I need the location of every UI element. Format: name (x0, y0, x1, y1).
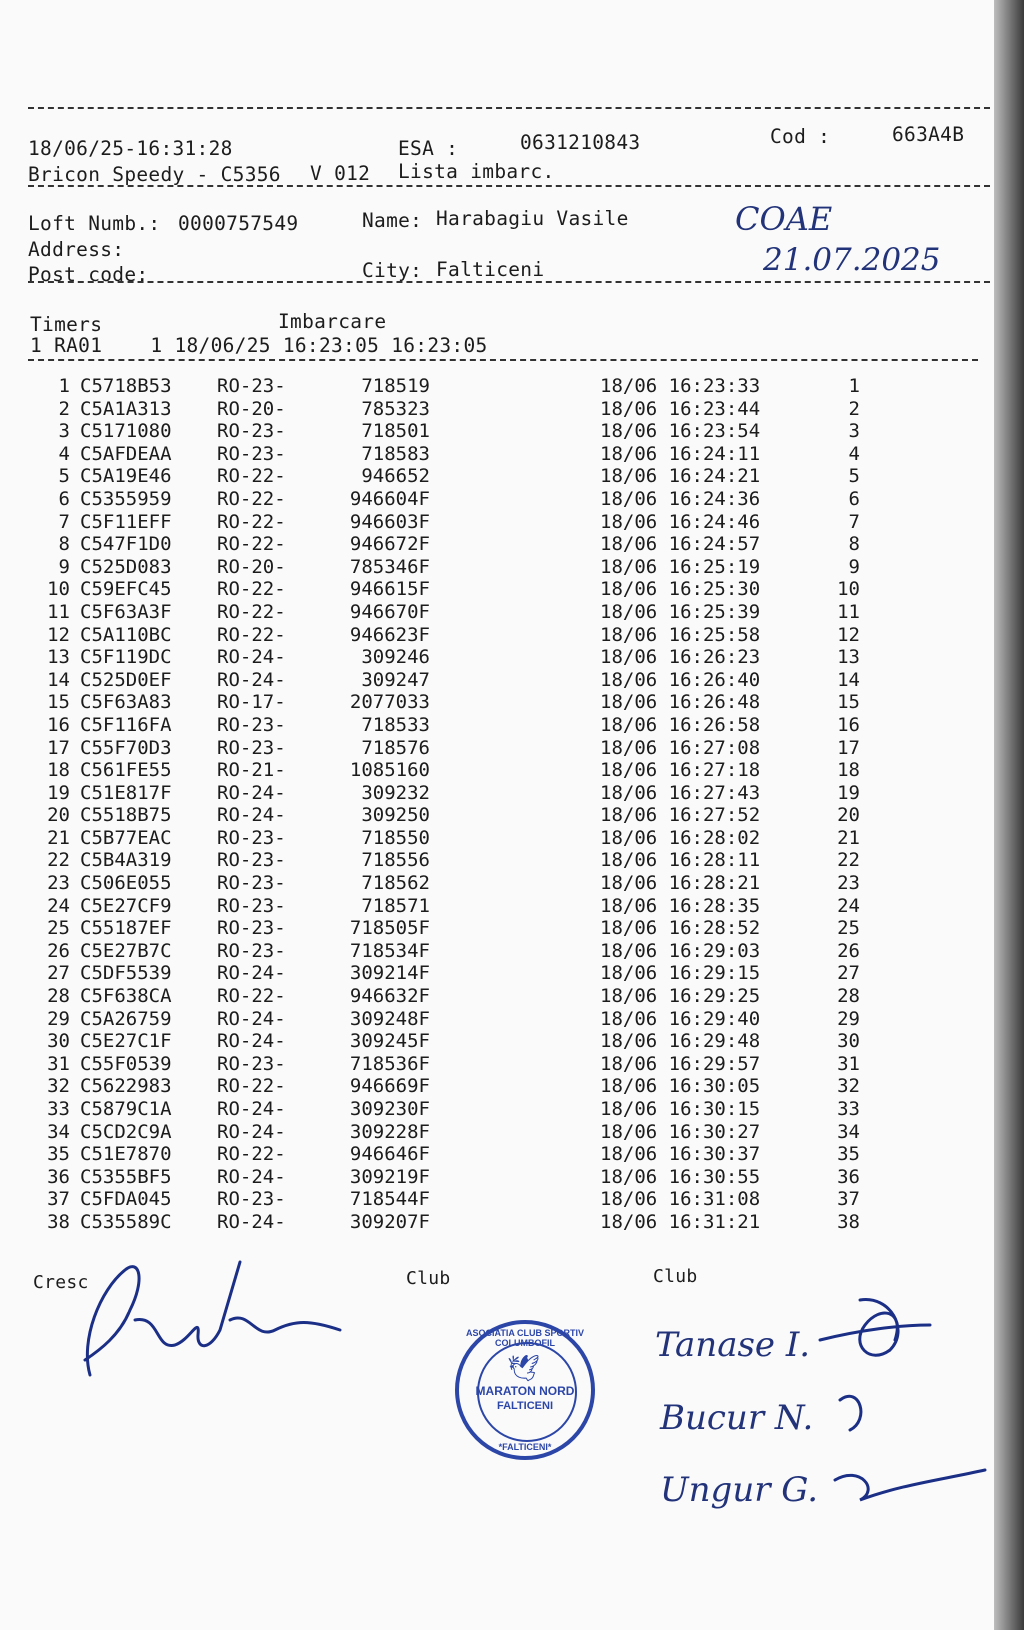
device-version: V 012 (310, 162, 371, 185)
ring-number: 2077033 (349, 691, 430, 714)
chip-code: C5F638CA (80, 985, 172, 1008)
dove-icon: 🕊 (507, 1354, 541, 1384)
ring-prefix: RO-22- (217, 600, 286, 623)
arrival-position: 30 (837, 1030, 860, 1053)
imbarcare-label: Imbarcare (278, 310, 387, 333)
chip-code: C5F116FA (80, 713, 172, 736)
ring-number: 785346F (349, 555, 430, 578)
arrival-time: 18/06 16:29:25 (600, 985, 761, 1008)
arrival-position: 14 (837, 668, 860, 691)
ring-prefix: RO-23- (217, 939, 286, 962)
row-index: 21 (47, 826, 70, 849)
row-index: 8 (58, 533, 70, 556)
club-signer-2: Bucur N. (660, 1398, 814, 1438)
esa-value: 0631210843 (520, 131, 641, 154)
club-label: Club (406, 1268, 451, 1289)
ring-number: 718533 (361, 713, 430, 736)
ring-number: 309232 (361, 781, 430, 804)
arrival-position: 38 (837, 1210, 860, 1233)
ring-prefix: RO-20- (217, 555, 286, 578)
arrival-position: 13 (837, 646, 860, 669)
arrival-time: 18/06 16:26:58 (600, 713, 761, 736)
arrival-position: 10 (837, 578, 860, 601)
arrival-time: 18/06 16:28:21 (600, 872, 761, 895)
ring-prefix: RO-24- (217, 1007, 286, 1030)
arrival-position: 36 (837, 1165, 860, 1188)
scan-edge-shadow (994, 0, 1024, 1630)
chip-code: C5A19E46 (80, 465, 172, 488)
row-index: 38 (47, 1210, 70, 1233)
ring-number: 718583 (361, 442, 430, 465)
arrival-time: 18/06 16:26:23 (600, 646, 761, 669)
dashed-rule (28, 359, 978, 361)
arrival-position: 28 (837, 985, 860, 1008)
ring-number: 718562 (361, 872, 430, 895)
ring-number: 718571 (361, 894, 430, 917)
row-index: 34 (47, 1120, 70, 1143)
arrival-time: 18/06 16:26:48 (600, 691, 761, 714)
loft-label: Loft Numb.: (28, 212, 161, 235)
arrival-time: 18/06 16:24:36 (600, 487, 761, 510)
chip-code: C5A1A313 (80, 397, 172, 420)
chip-code: C5A110BC (80, 623, 172, 646)
chip-code: C5E27CF9 (80, 894, 172, 917)
arrival-position: 3 (848, 420, 860, 443)
dashed-rule (28, 107, 990, 109)
row-index: 2 (58, 397, 70, 420)
address-label: Address: (28, 238, 125, 261)
ring-number: 718550 (361, 826, 430, 849)
row-index: 31 (47, 1052, 70, 1075)
ring-number: 785323 (361, 397, 430, 420)
chip-code: C55F70D3 (80, 736, 172, 759)
ring-prefix: RO-23- (217, 442, 286, 465)
chip-code: C51E7870 (80, 1143, 172, 1166)
esa-label: ESA : (398, 137, 459, 160)
row-index: 10 (47, 578, 70, 601)
ring-prefix: RO-22- (217, 1143, 286, 1166)
ring-prefix: RO-23- (217, 849, 286, 872)
arrival-time: 18/06 16:23:33 (600, 375, 761, 397)
row-index: 7 (58, 510, 70, 533)
name-value: Harabagiu Vasile (436, 207, 629, 230)
chip-code: C59EFC45 (80, 578, 172, 601)
stamp-bottom-text: *FALTICENI* (498, 1442, 552, 1452)
arrival-position: 5 (848, 465, 860, 488)
dashed-rule (28, 185, 990, 187)
club-stamp (455, 1320, 595, 1460)
ring-number: 309214F (349, 962, 430, 985)
arrival-position: 20 (837, 804, 860, 827)
ring-number: 946623F (349, 623, 430, 646)
arrival-time: 18/06 16:30:27 (600, 1120, 761, 1143)
row-index: 25 (47, 917, 70, 940)
ring-prefix: RO-23- (217, 1052, 286, 1075)
ring-number: 946646F (349, 1143, 430, 1166)
chip-code: C5A26759 (80, 1007, 172, 1030)
chip-code: C525D083 (80, 555, 172, 578)
dashed-rule (28, 281, 990, 283)
timer-line: 1 RA01 1 18/06/25 16:23:05 16:23:05 (30, 334, 488, 357)
chip-code: C5F63A3F (80, 600, 172, 623)
chip-code: C5355959 (80, 487, 172, 510)
chip-code: C5F119DC (80, 646, 172, 669)
arrival-time: 18/06 16:25:19 (600, 555, 761, 578)
handwritten-note: COAE (735, 200, 833, 238)
arrival-time: 18/06 16:24:57 (600, 533, 761, 556)
ring-prefix: RO-24- (217, 1210, 286, 1233)
ring-number: 309219F (349, 1165, 430, 1188)
arrival-position: 24 (837, 894, 860, 917)
arrival-position: 21 (837, 826, 860, 849)
row-index: 17 (47, 736, 70, 759)
ring-number: 309207F (349, 1210, 430, 1233)
chip-code: C5F11EFF (80, 510, 172, 533)
ring-prefix: RO-23- (217, 420, 286, 443)
chip-code: C5CD2C9A (80, 1120, 172, 1143)
ring-prefix: RO-24- (217, 646, 286, 669)
arrival-time: 18/06 16:25:39 (600, 600, 761, 623)
ring-prefix: RO-22- (217, 487, 286, 510)
chip-code: C5AFDEAA (80, 442, 172, 465)
ring-prefix: RO-23- (217, 375, 286, 397)
cod-label: Cod : (770, 125, 831, 148)
arrival-position: 29 (837, 1007, 860, 1030)
ring-number: 309245F (349, 1030, 430, 1053)
row-index: 33 (47, 1098, 70, 1120)
arrival-time: 18/06 16:30:05 (600, 1075, 761, 1098)
ring-prefix: RO-22- (217, 623, 286, 646)
ring-number: 309247 (361, 668, 430, 691)
arrival-time: 18/06 16:27:08 (600, 736, 761, 759)
chip-code: C5F63A83 (80, 691, 172, 714)
ring-number: 946672F (349, 533, 430, 556)
arrival-position: 23 (837, 872, 860, 895)
cresc-label: Cresc (33, 1272, 89, 1293)
row-index: 24 (47, 894, 70, 917)
ring-number: 718536F (349, 1052, 430, 1075)
ring-prefix: RO-24- (217, 962, 286, 985)
ring-prefix: RO-22- (217, 465, 286, 488)
row-index: 32 (47, 1075, 70, 1098)
ring-number: 946632F (349, 985, 430, 1008)
arrival-position: 32 (837, 1075, 860, 1098)
ring-prefix: RO-22- (217, 985, 286, 1008)
device-name: Bricon Speedy - C5356 (28, 163, 281, 186)
arrival-time: 18/06 16:30:15 (600, 1098, 761, 1120)
arrival-time: 18/06 16:26:40 (600, 668, 761, 691)
row-index: 14 (47, 668, 70, 691)
arrival-position: 34 (837, 1120, 860, 1143)
ring-prefix: RO-24- (217, 1165, 286, 1188)
arrival-time: 18/06 16:25:30 (600, 578, 761, 601)
arrival-time: 18/06 16:29:57 (600, 1052, 761, 1075)
arrival-position: 22 (837, 849, 860, 872)
arrival-time: 18/06 16:28:02 (600, 826, 761, 849)
arrival-time: 18/06 16:25:58 (600, 623, 761, 646)
ring-prefix: RO-22- (217, 1075, 286, 1098)
arrival-position: 19 (837, 781, 860, 804)
arrival-time: 18/06 16:24:46 (600, 510, 761, 533)
arrival-position: 33 (837, 1098, 860, 1120)
chip-code: C5B77EAC (80, 826, 172, 849)
stamp-ring-text: ASOCIATIA CLUB SPORTIV COLUMBOFIL (465, 1328, 584, 1348)
city-label: City: (362, 259, 423, 282)
arrival-time: 18/06 16:30:37 (600, 1143, 761, 1166)
row-index: 36 (47, 1165, 70, 1188)
ring-prefix: RO-23- (217, 1188, 286, 1211)
ring-number: 309248F (349, 1007, 430, 1030)
chip-code: C547F1D0 (80, 533, 172, 556)
row-index: 30 (47, 1030, 70, 1053)
ring-number: 946652 (361, 465, 430, 488)
chip-code: C5718B53 (80, 375, 172, 397)
ring-number: 718505F (349, 917, 430, 940)
chip-code: C51E817F (80, 781, 172, 804)
ring-number: 718519 (361, 375, 430, 397)
loft-value: 0000757549 (178, 212, 299, 235)
ring-number: 718544F (349, 1188, 430, 1211)
timers-label: Timers (30, 313, 103, 336)
chip-code: C561FE55 (80, 759, 172, 782)
arrival-time: 18/06 16:29:03 (600, 939, 761, 962)
row-index: 15 (47, 691, 70, 714)
name-label: Name: (362, 209, 423, 232)
print-datetime: 18/06/25-16:31:28 (28, 137, 233, 160)
handwritten-date: 21.07.2025 (763, 242, 941, 278)
arrival-time: 18/06 16:27:52 (600, 804, 761, 827)
ring-prefix: RO-24- (217, 1120, 286, 1143)
row-index: 26 (47, 939, 70, 962)
row-index: 13 (47, 646, 70, 669)
ring-prefix: RO-20- (217, 397, 286, 420)
ring-number: 946603F (349, 510, 430, 533)
chip-code: C5879C1A (80, 1098, 172, 1120)
ring-prefix: RO-24- (217, 781, 286, 804)
arrival-position: 16 (837, 713, 860, 736)
chip-code: C5FDA045 (80, 1188, 172, 1211)
chip-code: C5E27B7C (80, 939, 172, 962)
ring-prefix: RO-22- (217, 510, 286, 533)
row-index: 11 (47, 600, 70, 623)
row-index: 18 (47, 759, 70, 782)
ring-prefix: RO-22- (217, 533, 286, 556)
ring-prefix: RO-24- (217, 804, 286, 827)
arrival-position: 17 (837, 736, 860, 759)
ring-prefix: RO-23- (217, 872, 286, 895)
arrival-time: 18/06 16:27:43 (600, 781, 761, 804)
arrival-position: 1 (848, 375, 860, 397)
row-index: 23 (47, 872, 70, 895)
ring-number: 309228F (349, 1120, 430, 1143)
ring-prefix: RO-23- (217, 894, 286, 917)
arrival-position: 2 (848, 397, 860, 420)
row-index: 5 (58, 465, 70, 488)
ring-number: 946604F (349, 487, 430, 510)
arrival-time: 18/06 16:28:52 (600, 917, 761, 940)
stamp-club-name: MARATON NORD (475, 1384, 575, 1398)
chip-code: C55187EF (80, 917, 172, 940)
arrival-position: 18 (837, 759, 860, 782)
arrival-position: 35 (837, 1143, 860, 1166)
ring-number: 309246 (361, 646, 430, 669)
ring-number: 718556 (361, 849, 430, 872)
club-label: Club (653, 1266, 698, 1287)
ring-prefix: RO-24- (217, 668, 286, 691)
ring-prefix: RO-23- (217, 826, 286, 849)
club-signer-3: Ungur G. (660, 1470, 819, 1510)
chip-code: C5171080 (80, 420, 172, 443)
arrival-time: 18/06 16:27:18 (600, 759, 761, 782)
arrival-position: 15 (837, 691, 860, 714)
chip-code: C5518B75 (80, 804, 172, 827)
ring-number: 309250 (361, 804, 430, 827)
ring-number: 946615F (349, 578, 430, 601)
stamp-city: FALTICENI (496, 1400, 553, 1412)
list-title: Lista imbarc. (398, 160, 555, 183)
chip-code: C535589C (80, 1210, 172, 1233)
arrival-time: 18/06 16:31:08 (600, 1188, 761, 1211)
ring-number: 1085160 (349, 759, 430, 782)
chip-code: C5622983 (80, 1075, 172, 1098)
row-index: 29 (47, 1007, 70, 1030)
arrival-time: 18/06 16:30:55 (600, 1165, 761, 1188)
ring-prefix: RO-22- (217, 578, 286, 601)
arrival-position: 7 (848, 510, 860, 533)
postcode-label: Post code: (28, 263, 149, 286)
ring-number: 718576 (361, 736, 430, 759)
row-index: 12 (47, 623, 70, 646)
arrival-time: 18/06 16:28:11 (600, 849, 761, 872)
row-index: 4 (58, 442, 70, 465)
chip-code: C5E27C1F (80, 1030, 172, 1053)
arrival-time: 18/06 16:31:21 (600, 1210, 761, 1233)
chip-code: C55F0539 (80, 1052, 172, 1075)
ring-prefix: RO-24- (217, 1098, 286, 1120)
cresc-signature (70, 1250, 350, 1400)
arrival-position: 11 (837, 600, 860, 623)
row-index: 19 (47, 781, 70, 804)
ring-number: 309230F (349, 1098, 430, 1120)
row-index: 16 (47, 713, 70, 736)
ring-number: 946669F (349, 1075, 430, 1098)
arrival-time: 18/06 16:29:48 (600, 1030, 761, 1053)
arrival-position: 31 (837, 1052, 860, 1075)
chip-code: C506E055 (80, 872, 172, 895)
arrival-position: 9 (848, 555, 860, 578)
arrival-position: 25 (837, 917, 860, 940)
row-index: 22 (47, 849, 70, 872)
row-index: 3 (58, 420, 70, 443)
ring-number: 718501 (361, 420, 430, 443)
chip-code: C5355BF5 (80, 1165, 172, 1188)
row-index: 9 (58, 555, 70, 578)
arrival-time: 18/06 16:23:54 (600, 420, 761, 443)
arrival-position: 8 (848, 533, 860, 556)
row-index: 28 (47, 985, 70, 1008)
arrival-time: 18/06 16:24:21 (600, 465, 761, 488)
arrival-time: 18/06 16:29:15 (600, 962, 761, 985)
ring-prefix: RO-23- (217, 713, 286, 736)
arrival-time: 18/06 16:28:35 (600, 894, 761, 917)
arrival-position: 27 (837, 962, 860, 985)
arrival-position: 12 (837, 623, 860, 646)
ring-prefix: RO-23- (217, 736, 286, 759)
arrival-position: 26 (837, 939, 860, 962)
row-index: 1 (58, 375, 70, 397)
club-signatures-marks (800, 1290, 990, 1520)
ring-prefix: RO-24- (217, 1030, 286, 1053)
cod-value: 663A4B (892, 123, 965, 146)
row-index: 35 (47, 1143, 70, 1166)
arrival-position: 4 (848, 442, 860, 465)
club-signer-1: Tanase I. (655, 1325, 811, 1365)
chip-code: C5B4A319 (80, 849, 172, 872)
row-index: 20 (47, 804, 70, 827)
arrival-position: 6 (848, 487, 860, 510)
arrival-time: 18/06 16:29:40 (600, 1007, 761, 1030)
arrival-time: 18/06 16:23:44 (600, 397, 761, 420)
arrival-position: 37 (837, 1188, 860, 1211)
ring-number: 718534F (349, 939, 430, 962)
arrival-time: 18/06 16:24:11 (600, 442, 761, 465)
chip-code: C525D0EF (80, 668, 172, 691)
ring-number: 946670F (349, 600, 430, 623)
ring-prefix: RO-21- (217, 759, 286, 782)
row-index: 6 (58, 487, 70, 510)
ring-prefix: RO-23- (217, 917, 286, 940)
row-index: 37 (47, 1188, 70, 1211)
chip-code: C5DF5539 (80, 962, 172, 985)
row-index: 27 (47, 962, 70, 985)
city-value: Falticeni (436, 258, 545, 281)
ring-prefix: RO-17- (217, 691, 286, 714)
